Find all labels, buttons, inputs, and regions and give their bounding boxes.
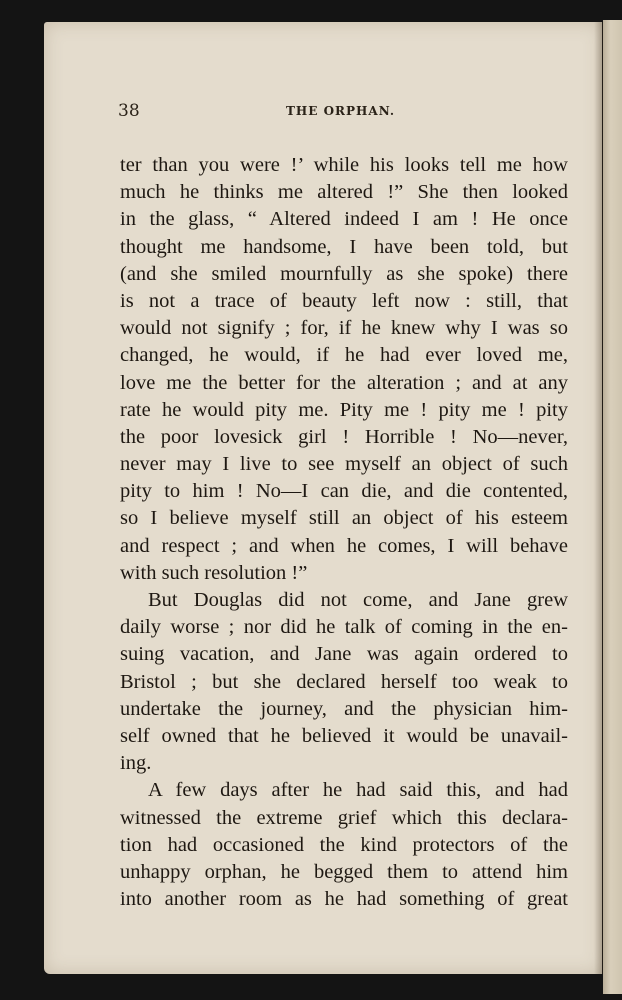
text-line: with such resolution !”: [120, 561, 308, 584]
text-line: (and she smiled mournfully as she spoke) there: [120, 262, 568, 285]
text-line: undertake the journey, and the physician him-: [120, 697, 568, 720]
text-line: tion had occasioned the kind protectors of the: [120, 833, 568, 856]
text-line: ter than you were !’ while his looks tell me how: [120, 154, 568, 176]
text-line: But Douglas did not come, and Jane grew: [148, 589, 568, 611]
text-line: rate he would pity me. Pity me ! pity me ! pity: [120, 398, 568, 421]
text-line: changed, he would, if he had ever loved me,: [120, 344, 568, 367]
running-title: THE ORPHAN.: [286, 104, 396, 118]
text-line: love me the better for the alteration ; and at any: [120, 371, 568, 394]
running-header: [118, 101, 578, 125]
text-line: self owned that he believed it would be unavail-: [120, 724, 568, 747]
text-line: would not signify ; for, if he knew why I was so: [120, 317, 568, 340]
text-line: Bristol ; but she declared herself too weak to: [120, 670, 568, 693]
text-line: is not a trace of beauty left now : still, that: [120, 289, 568, 312]
text-line: A few days after he had said this, and had: [148, 779, 568, 802]
text-line: never may I live to see myself an object of such: [120, 453, 568, 476]
text-line: daily worse ; nor did he talk of coming in the en-: [120, 616, 568, 639]
body-text: [120, 152, 568, 913]
text-line: thought me handsome, I have been told, but: [120, 235, 568, 258]
text-line: pity to him ! No—I can die, and die contented,: [120, 480, 568, 503]
text-line: suing vacation, and Jane was again ordered to: [120, 643, 568, 666]
text-line: and respect ; and when he comes, I will behave: [120, 534, 568, 557]
text-line: much he thinks me altered !” She then looked: [120, 181, 568, 204]
page-number: 38: [118, 101, 140, 121]
facing-page-edge: [603, 20, 622, 994]
text-line: witnessed the extreme grief which this declara-: [120, 806, 568, 829]
text-line: ing.: [120, 752, 152, 775]
text-line: into another room as he had something of great: [120, 888, 568, 911]
text-line: in the glass, “ Altered indeed I am ! He once: [120, 208, 568, 231]
text-line: so I believe myself still an object of his esteem: [120, 507, 568, 530]
text-line: unhappy orphan, he begged them to attend him: [120, 860, 568, 883]
text-line: the poor lovesick girl ! Horrible ! No—never,: [120, 425, 568, 448]
